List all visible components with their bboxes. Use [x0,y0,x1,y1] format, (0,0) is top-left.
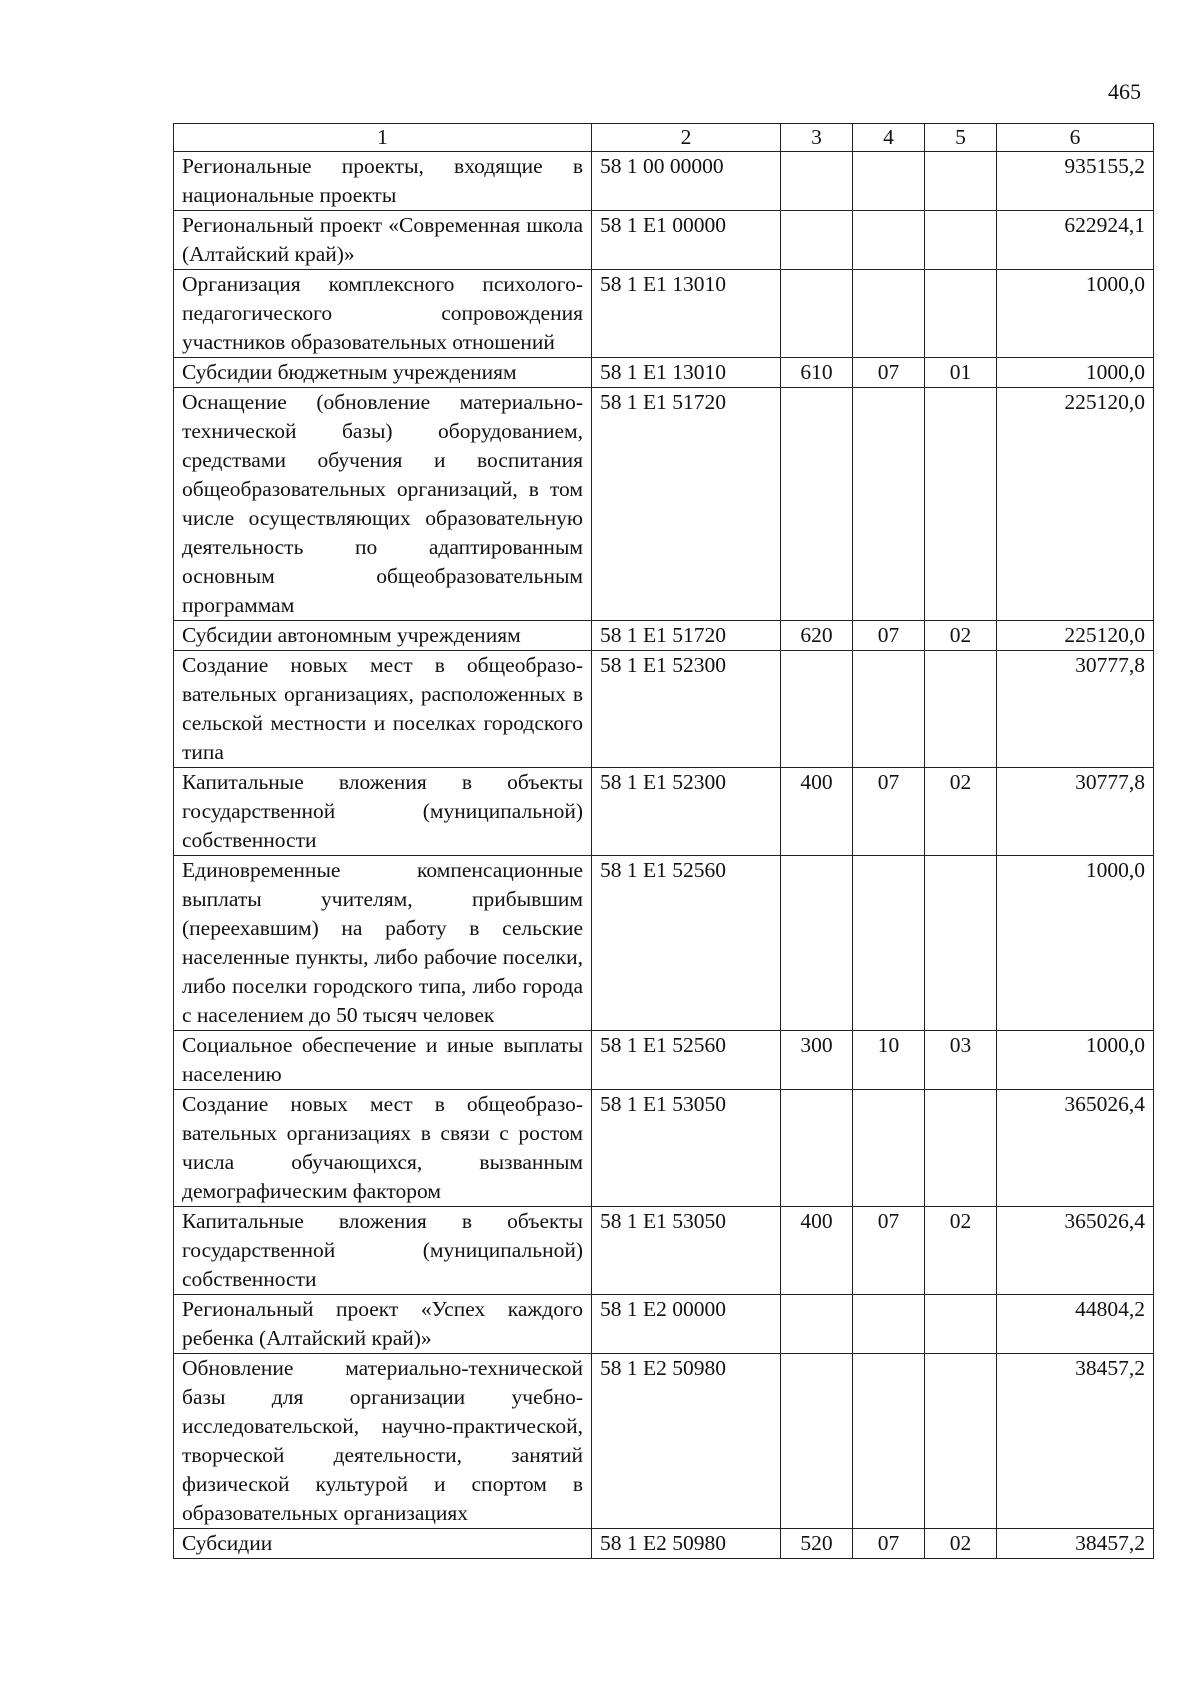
row-amount: 38457,2 [997,1529,1154,1559]
row-amount: 38457,2 [997,1354,1154,1529]
row-col-4 [853,211,925,270]
row-code: 58 1 E1 51720 [592,388,781,621]
row-col-5 [925,211,997,270]
table-row [174,211,1154,270]
row-amount: 44804,2 [997,1295,1154,1354]
row-col-5 [925,651,997,768]
table-row [174,621,1154,651]
row-col-3: 400 [781,768,853,856]
row-code: 58 1 E2 00000 [592,1295,781,1354]
budget-table [173,123,1154,1559]
row-code: 58 1 E1 00000 [592,211,781,270]
row-code: 58 1 E1 13010 [592,270,781,358]
row-col-3 [781,211,853,270]
table-row [174,856,1154,1031]
row-amount: 1000,0 [997,358,1154,388]
row-col-4 [853,651,925,768]
table-row [174,1354,1154,1529]
row-col-5 [925,1295,997,1354]
row-code: 58 1 E1 51720 [592,621,781,651]
row-col-4: 07 [853,621,925,651]
row-name: Субсидии [174,1529,592,1559]
table-row [174,651,1154,768]
table-row [174,1090,1154,1207]
row-amount: 1000,0 [997,856,1154,1031]
row-col-4 [853,1090,925,1207]
row-code: 58 1 E1 52300 [592,651,781,768]
table-row [174,270,1154,358]
row-amount: 1000,0 [997,270,1154,358]
row-amount: 30777,8 [997,768,1154,856]
table-row [174,1207,1154,1295]
row-amount: 225120,0 [997,621,1154,651]
header-col-1: 1 [174,124,592,152]
row-col-3 [781,1354,853,1529]
row-col-3: 300 [781,1031,853,1090]
header-col-2: 2 [592,124,781,152]
row-col-5 [925,388,997,621]
row-col-5 [925,1090,997,1207]
row-col-3 [781,270,853,358]
row-name: Единовременные компенсационные выплаты учителям, прибывшим (переехавшим) на работу в сельские населенные пункты, либо рабочие поселки, либо поселки городского типа, либо города с населением до 50 тысяч человек [174,856,592,1031]
row-col-4: 07 [853,1529,925,1559]
row-col-3: 610 [781,358,853,388]
row-amount: 1000,0 [997,1031,1154,1090]
row-col-5 [925,270,997,358]
row-name: Оснащение (обновление материально-технической базы) оборудованием, средствами обучения и воспитания общеобразовательных организаций, в том числе осуществляющих образовательную деятельность по адаптированным основным общеобразовательным программам [174,388,592,621]
table-row [174,768,1154,856]
row-col-3 [781,651,853,768]
row-col-5 [925,1354,997,1529]
row-code: 58 1 E1 13010 [592,358,781,388]
row-name: Субсидии бюджетным учреждениям [174,358,592,388]
row-col-3 [781,1090,853,1207]
row-col-5: 02 [925,1207,997,1295]
page-number: 465 [1108,79,1141,104]
row-col-3 [781,388,853,621]
header-col-6: 6 [997,124,1154,152]
row-col-5: 03 [925,1031,997,1090]
row-col-4 [853,152,925,211]
row-col-4 [853,270,925,358]
row-col-3 [781,856,853,1031]
header-row [174,124,1154,152]
row-amount: 622924,1 [997,211,1154,270]
row-code: 58 1 E1 53050 [592,1207,781,1295]
row-col-5: 02 [925,768,997,856]
row-name: Обновление материально-технической базы для организации учебно-исследовательской, научно-практической, творческой деятельности, занятий физической культурой и спортом в образовательных организациях [174,1354,592,1529]
row-amount: 365026,4 [997,1090,1154,1207]
row-col-4 [853,388,925,621]
table-row [174,388,1154,621]
header-col-5: 5 [925,124,997,152]
table-row [174,152,1154,211]
row-col-3 [781,152,853,211]
row-col-5: 02 [925,621,997,651]
row-name: Субсидии автономным учреждениям [174,621,592,651]
header-col-3: 3 [781,124,853,152]
row-col-4 [853,856,925,1031]
row-col-5: 01 [925,358,997,388]
row-code: 58 1 E2 50980 [592,1354,781,1529]
row-col-4: 07 [853,1207,925,1295]
row-code: 58 1 E2 50980 [592,1529,781,1559]
row-col-5 [925,856,997,1031]
header-col-4: 4 [853,124,925,152]
row-col-4: 07 [853,768,925,856]
table-row [174,1295,1154,1354]
table-row [174,358,1154,388]
row-amount: 935155,2 [997,152,1154,211]
row-code: 58 1 E1 53050 [592,1090,781,1207]
table-row [174,1031,1154,1090]
row-name: Региональный проект «Успех каждого ребенка (Алтайский край)» [174,1295,592,1354]
row-col-4: 10 [853,1031,925,1090]
row-name: Региональный проект «Современная школа (Алтайский край)» [174,211,592,270]
row-col-3: 620 [781,621,853,651]
row-col-3 [781,1295,853,1354]
table-row [174,1529,1154,1559]
row-name: Создание новых мест в общеобразовательных организациях в связи с ростом числа обучающихся, вызванным демографическим фактором [174,1090,592,1207]
row-name: Капитальные вложения в объекты государственной (муниципальной) собственности [174,1207,592,1295]
row-amount: 30777,8 [997,651,1154,768]
row-name: Региональные проекты, входящие в национальные проекты [174,152,592,211]
row-col-3: 520 [781,1529,853,1559]
row-amount: 225120,0 [997,388,1154,621]
row-code: 58 1 E1 52560 [592,1031,781,1090]
row-amount: 365026,4 [997,1207,1154,1295]
row-col-4: 07 [853,358,925,388]
row-col-4 [853,1295,925,1354]
row-name: Капитальные вложения в объекты государственной (муниципальной) собственности [174,768,592,856]
row-col-3: 400 [781,1207,853,1295]
row-name: Создание новых мест в общеобразовательных организациях, расположенных в сельской местности и поселках городского типа [174,651,592,768]
row-name: Социальное обеспечение и иные выплаты населению [174,1031,592,1090]
row-col-5 [925,152,997,211]
row-name: Организация комплексного психолого-педагогического сопровождения участников образовательных отношений [174,270,592,358]
row-col-5: 02 [925,1529,997,1559]
row-code: 58 1 E1 52300 [592,768,781,856]
row-col-4 [853,1354,925,1529]
row-code: 58 1 00 00000 [592,152,781,211]
row-code: 58 1 E1 52560 [592,856,781,1031]
